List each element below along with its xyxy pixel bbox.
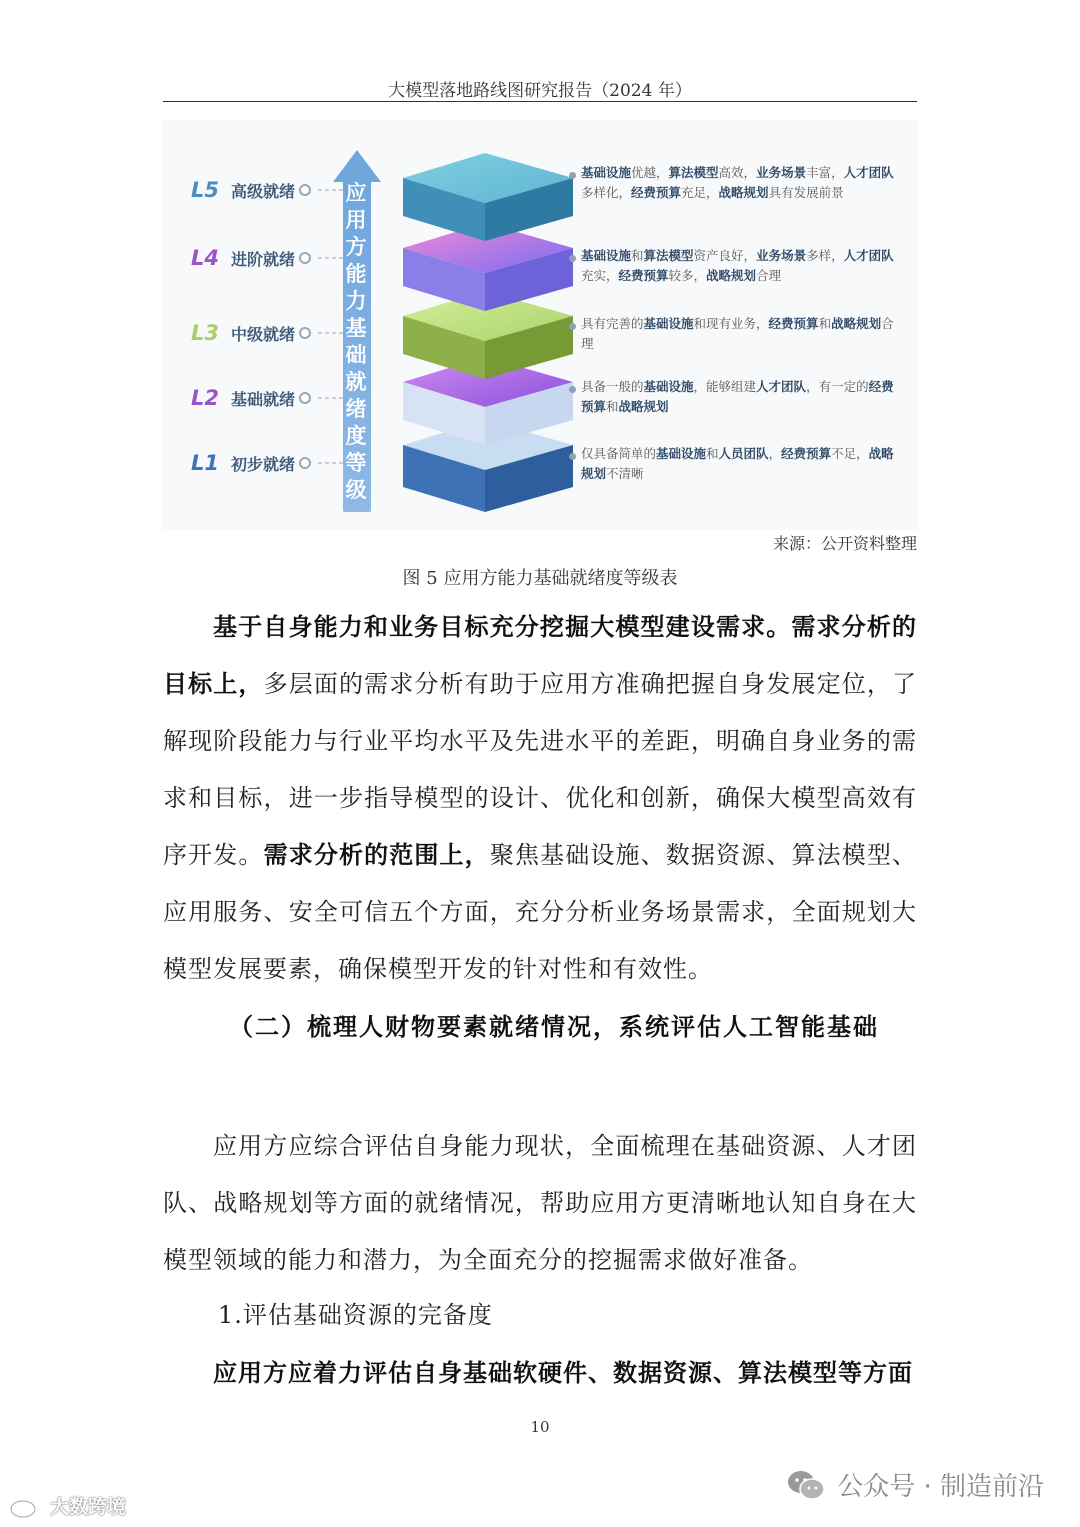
wechat-watermark-text: 公众号 · 制造前沿 <box>837 1472 1044 1502</box>
readiness-level-figure <box>163 120 917 530</box>
desc-bullet-icon <box>569 323 576 330</box>
paragraph-bold-lead: 应用方应着力评估自身基础软硬件、数据资源、算法模型等方面 <box>213 1359 913 1387</box>
desc-bullet-icon <box>569 386 576 393</box>
weibo-icon <box>8 1493 44 1519</box>
level-dot-icon <box>299 327 311 339</box>
level-dot-icon <box>299 252 311 264</box>
level-description-l4: 基础设施和算法模型资产良好，业务场景多样，人才团队充实，经费预算较多，战略规划合理 <box>581 248 894 283</box>
level-name: 高级就绪 <box>231 181 296 201</box>
vertical-arrow-head <box>333 150 381 182</box>
level-label-l3 <box>191 318 311 348</box>
level-name: 初步就绪 <box>231 454 296 474</box>
desc-bullet-icon <box>569 172 576 179</box>
level-label-l1 <box>191 448 311 478</box>
level-name: 进阶就绪 <box>231 249 296 269</box>
level-code: L3 <box>191 321 219 345</box>
paragraph-bold-lead: 基于自身能力和业务目标充分挖掘大模型建设需求。需求分析的目标上， <box>163 613 917 698</box>
paragraph-bold-lead: 需求分析的范围上， <box>263 841 490 869</box>
level-description-l5: 基础设施优越，算法模型高效，业务场景丰富，人才团队多样化，经费预算充足，战略规划具有发展前景 <box>581 165 894 200</box>
figure-caption: 图 5 应用方能力基础就绪度等级表 <box>402 568 678 589</box>
weibo-watermark-text: 大数跨境 <box>50 1496 127 1518</box>
level-dot-icon <box>299 457 311 469</box>
level-code: L5 <box>191 178 219 202</box>
header-rule <box>163 101 917 102</box>
wechat-icon <box>787 1469 825 1501</box>
level-code: L4 <box>191 246 219 270</box>
level-code: L2 <box>191 386 219 410</box>
level-label-l4 <box>191 243 311 273</box>
level-description-l1: 仅具备简单的基础设施和人员团队，经费预算不足，战略规划不清晰 <box>581 446 894 481</box>
level-dot-icon <box>299 184 311 196</box>
level-code: L1 <box>191 451 219 475</box>
level-name: 中级就绪 <box>231 324 296 344</box>
level-dot-icon <box>299 392 311 404</box>
level-name: 基础就绪 <box>231 389 296 409</box>
level-label-l5 <box>191 175 311 205</box>
weibo-watermark <box>8 1492 126 1519</box>
layer-block-l5 <box>403 153 573 241</box>
figure-source: 来源：公开资料整理 <box>772 534 917 553</box>
desc-bullet-icon <box>569 453 576 460</box>
desc-bullet-icon <box>569 255 576 262</box>
paragraph-assessment: 应用方应综合评估自身能力现状，全面梳理在基础资源、人才团队、战略规划等方面的就绪情况，帮助应用方更清晰地认知自身在大模型领域的能力和潜力，为全面充分的挖掘需求做好准备。 <box>163 1132 917 1274</box>
wechat-watermark <box>787 1466 1044 1503</box>
sub-heading: 1.评估基础资源的完备度 <box>218 1301 493 1329</box>
paragraph-text: 聚焦基础设施、数据资源、算法模型、应用服务、安全可信五个方面，充分分析业务场景需求，全面规划大模型发展要素，确保模型开发的针对性和有效性。 <box>163 841 918 983</box>
paragraph-requirements <box>163 599 917 998</box>
paragraph-text: 多层面的需求分析有助于应用方准确把握自身发展定位，了解现阶段能力与行业平均水平及先进水平的差距，明确自身业务的需求和目标，进一步指导模型的设计、优化和创新，确保大模型高效有序开发。 <box>163 670 918 869</box>
level-description-l3: 具有完善的基础设施和现有业务，经费预算和战略规划合理 <box>581 316 894 351</box>
paragraph-foundation <box>163 1345 917 1402</box>
level-description-l2: 具备一般的基础设施，能够组建人才团队，有一定的经费预算和战略规划 <box>581 379 894 414</box>
running-header: 大模型落地路线图研究报告（2024 年） <box>388 81 692 101</box>
vertical-arrow-label: 应用方能力基础就绪度等级 <box>345 181 367 502</box>
page-number: 10 <box>530 1418 550 1436</box>
section-heading: （二）梳理人财物要素就绪情况，系统评估人工智能基础 <box>229 1013 879 1041</box>
level-label-l2 <box>191 383 311 413</box>
